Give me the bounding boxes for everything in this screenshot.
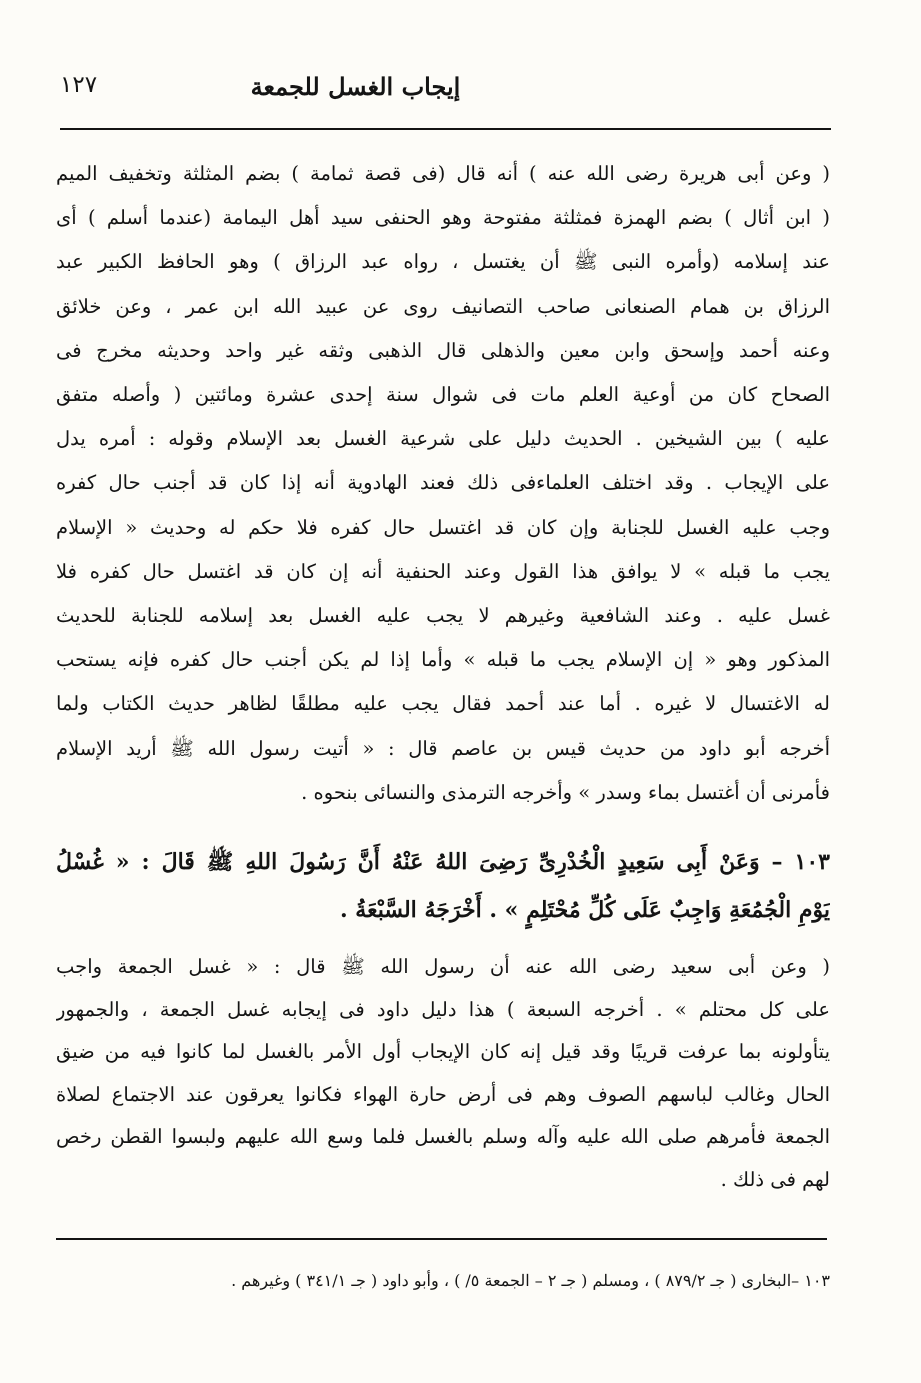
header-rule [60, 128, 831, 130]
text-line: ( وعن أبى هريرة رضى الله عنه ) أنه قال (فى قصة ثمامة ) بضم المثلثة وتخفيف الميم [56, 162, 830, 185]
text-line: يجب ما قبله » لا يوافق هذا القول وعند الحنفية أنه إن كان قد اغتسل حال كفره فلا [56, 559, 830, 583]
text-line: له الاغتسال لا غيره . أما عند أحمد فقال يجب عليه مطلقًا لظاهر حديث الكتاب ولما [56, 692, 830, 716]
running-title: إيجاب الغسل للجمعة [250, 72, 461, 101]
text-line: أخرجه أبو داود من حديث قيس بن عاصم قال : « أتيت رسول الله ﷺ أريد الإسلام [56, 736, 830, 760]
footnote: ١٠٣ –البخارى ( جـ ٨٧٩/٢ ) ، ومسلم ( جـ ٢ – الجمعة ٥/ ) ، وأبو داود ( جـ ٣٤١/١ ) وغيرهم . [231, 1271, 830, 1290]
text-line: عند إسلامه (وأمره النبى ﷺ أن يغتسل ، رواه عبد الرزاق ) وهو الحافظ الكبير عبد [56, 250, 830, 274]
text-line: على كل محتلم » . أخرجه السبعة ) هذا دليل داود فى إيجابه غسل الجمعة ، والجمهور [56, 997, 830, 1021]
hadith-line: ١٠٣ – وَعَنْ أَبِى سَعِيدٍ الْخُدْرِىِّ رَضِىَ اللهُ عَنْهُ أَنَّ رَسُولَ اللهِ ﷺ قَالَ : « غُسْلُ [56, 849, 830, 875]
text-line: يتأولونه بما عرفت قريبًا وقد قيل إنه كان الإيجاب أول الأمر بالغسل لما كانوا فيه من ضيق [56, 1040, 830, 1064]
commentary-paragraph [56, 946, 830, 1202]
text-line: غسل عليه . وعند الشافعية وغيرهم لا يجب عليه الغسل بعد إسلامه للجنابة للحديث [56, 604, 830, 628]
hadith-text [56, 838, 830, 934]
text-line: لهم فى ذلك . [720, 1167, 830, 1191]
text-line: على الإيجاب . وقد اختلف العلماءفى ذلك فعند الهادوية أنه إذا كان قد أجنب حال كفره [56, 471, 830, 495]
footnote-rule [56, 1238, 827, 1240]
text-line: المذكور وهو « إن الإسلام يجب ما قبله » وأما إذا لم يكن أجنب حال كفره فإنه يستحب [56, 648, 830, 672]
page-header [60, 72, 861, 112]
text-line: وجب عليه الغسل للجنابة وإن كان قد اغتسل حال كفره فلا حكم له وحديث « الإسلام [56, 515, 830, 539]
text-line: ( وعن أبى سعيد رضى الله عنه أن رسول الله ﷺ قال : « غسل الجمعة واجب [56, 955, 830, 978]
text-line: ( ابن أثال ) بضم الهمزة فمثلثة مفتوحة وهو الحنفى سيد أهل اليمامة (عندما أسلم ) أى [56, 206, 830, 230]
text-line: الجمعة فأمرهم صلى الله عليه وآله وسلم بالغسل فلما وسع الله عليهم ولبسوا القطن رخص [56, 1125, 830, 1149]
text-line: الصحاح كان من أوعية العلم مات فى شوال سنة إحدى عشرة ومائتين ( وأصله متفق [56, 383, 830, 407]
commentary-paragraph [56, 152, 830, 815]
text-line: عليه ) بين الشيخين . الحديث دليل على شرعية الغسل بعد الإسلام وقوله : أمره يدل [56, 427, 830, 451]
hadith-line: يَوْمِ الْجُمُعَةِ وَاجِبٌ عَلَى كُلِّ مُحْتَلِمٍ » . أَخْرَجَهُ السَّبْعَةُ . [339, 897, 830, 923]
text-line: فأمرنى أن أغتسل بماء وسدر » وأخرجه الترمذى والنسائى بنحوه . [301, 780, 830, 804]
text-line: وعنه أحمد وإسحق وابن معين والذهلى قال الذهبى وثقه غير واحد وحديثه مخرج فى [56, 338, 830, 362]
page-number: ١٢٧ [60, 72, 98, 98]
text-line: الحال وغالب لباسهم الصوف وهم فى أرض حارة الهواء فكانوا يعرقون عند الاجتماع لصلاة [56, 1082, 830, 1106]
text-line: الرزاق بن همام الصنعانى صاحب التصانيف روى عن عبيد الله ابن عمر ، وعن خلائق [56, 294, 830, 318]
